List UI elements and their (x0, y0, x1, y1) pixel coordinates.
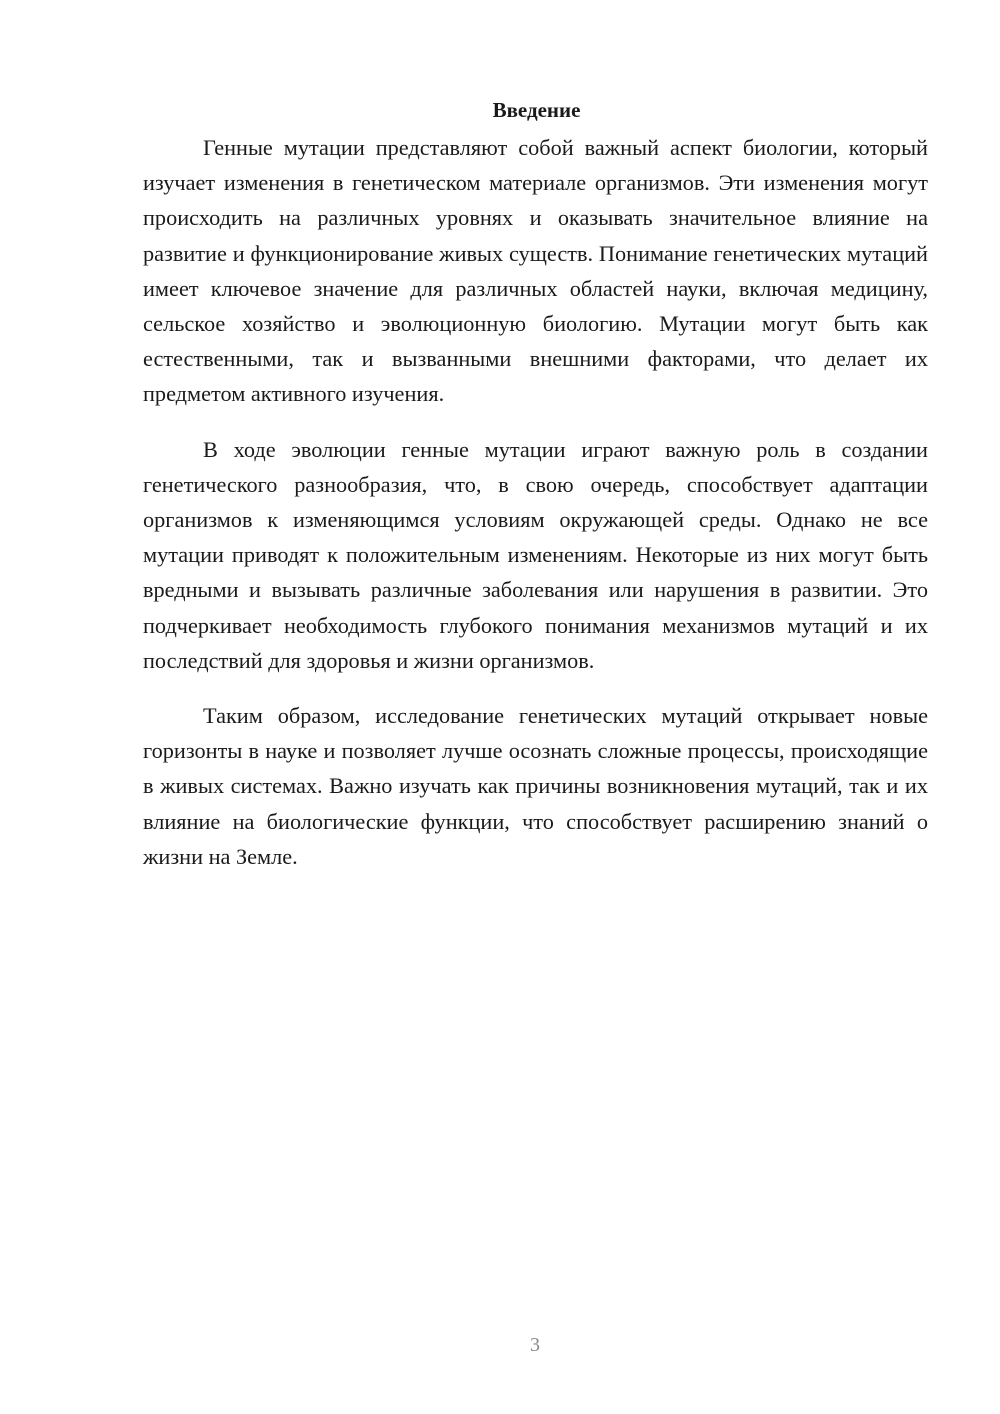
paragraph-1: Генные мутации представляют собой важный аспект биологии, который изучает изменения в генетическом материале организмов. Эти изменения могут происходить на различных уровнях и оказывать значительное влияние на развитие и функционирование живых существ. Понимание генетических мутаций имеет ключевое значение для различных областей науки, включая медицину, сельское хозяйство и эволюционную биологию. Мутации могут быть как естественными, так и вызванными внешними факторами, что делает их предметом активного изучения. (143, 135, 928, 407)
page-number: 3 (530, 1334, 540, 1356)
section-title: Введение (492, 98, 581, 122)
paragraph-3: Таким образом, исследование генетических мутаций открывает новые горизонты в науке и позволяет лучше осознать сложные процессы, происходящие в живых системах. Важно изучать как причины возникновения мутаций, так и их влияние на биологические функции, что способствует расширению знаний о жизни на Земле. (143, 703, 928, 869)
paragraph-2: В ходе эволюции генные мутации играют важную роль в создании генетического разнообразия, что, в свою очередь, способствует адаптации организмов к изменяющимся условиям окружающей среды. Однако не все мутации приводят к положительным изменениям. Некоторые из них могут быть вредными и вызывать различные заболевания или нарушения в развитии. Это подчеркивает необходимость глубокого понимания механизмов мутаций и их последствий для здоровья и жизни организмов. (143, 436, 928, 673)
page-content (143, 95, 928, 894)
